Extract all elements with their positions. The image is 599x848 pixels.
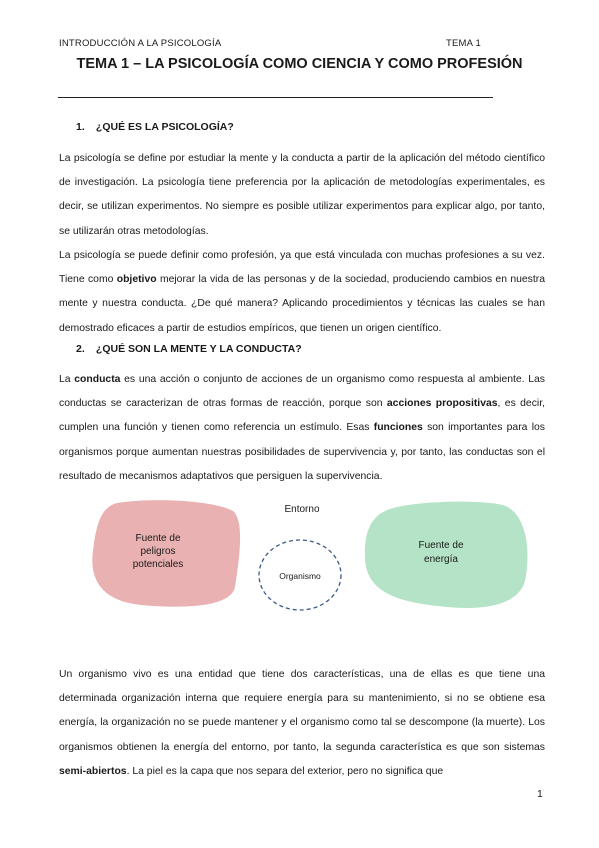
paragraph-2 [59,244,545,341]
bold-term: semi-abiertos [59,765,127,777]
section-title: ¿QUÉ SON LA MENTE Y LA CONDUCTA? [95,343,302,355]
environment-diagram [85,495,545,615]
page-title: TEMA 1 – LA PSICOLOGÍA COMO CIENCIA Y COMO PROFESIÓN [76,56,523,72]
bold-term: objetivo [116,274,157,286]
text-run: La [59,374,75,385]
text-run: Un organismo vivo es una entidad que tiene dos características, una de ellas es que tiene una determinada organización interna que requiere energía para su mantenimiento, si no se obtiene esa energía, la organización no se puede mantener y el organismo como tal se descompone (la muerte). Los organismos obtienen la energía del entorno, por tanto, la segunda característica es que son sistemas [59,669,545,753]
page-number: 1 [537,788,543,800]
bold-term: funciones [373,422,423,434]
section-title: ¿QUÉ ES LA PSICOLOGÍA? [95,121,234,133]
text-run: . La piel es la capa que nos separa del exterior, pero no significa que [126,765,444,777]
section-heading-1 [76,121,234,133]
environment-label: Entorno [284,504,320,515]
text-run: son importantes para los organismos porque aumentan nuestras posibilidades de supervivencia y, por tanto, las conductas son el resultado de mecanismos adaptativos que persiguen la supervivencia. [59,422,546,482]
bold-term: acciones propositivas [386,398,498,410]
header-right: TEMA 1 [446,38,481,49]
text-run: La psicología se puede definir como profesión, ya que está vinculada con muchas profesiones a su vez. Tiene como [59,250,545,286]
energy-source-label: Fuente de energía [418,540,464,565]
danger-source-label: Fuente de peligros potenciales [132,533,184,570]
title-underline [58,97,493,98]
text-run: es una acción o conjunto de acciones de un organismo como respuesta al ambiente. Las conductas se caracterizan de otras formas de reacción, porque son [59,374,546,410]
header-left: INTRODUCCIÓN A LA PSICOLOGÍA [59,38,222,49]
paragraph-4 [59,663,545,784]
section-number: 1. [76,121,85,133]
text-run: , es decir, cumplen una función y tienen como referencia un estímulo. Esas [59,398,545,434]
paragraph-3 [59,368,545,489]
section-number: 2. [76,343,85,355]
organism-label: Organismo [279,571,321,581]
text-run: mejorar la vida de las personas y de la sociedad, produciendo cambios en nuestra mente y nuestra conducta. ¿De qué manera? Aplicando procedimientos y técnicas las cuales se han demostrado eficaces a partir de estudios empíricos, que tienen un origen científico. [59,274,545,334]
bold-term: conducta [74,374,121,385]
section-heading-2 [76,343,302,355]
paragraph-1: La psicología se define por estudiar la mente y la conducta a partir de la aplicación del método científico de investigación. La psicología tiene preferencia por la aplicación de metodologías experimentales, es decir, se utilizan experimentos. No siempre es posible utilizar experimentos para explicar algo, por tanto, se utilizarán otras metodologías. [59,153,545,237]
